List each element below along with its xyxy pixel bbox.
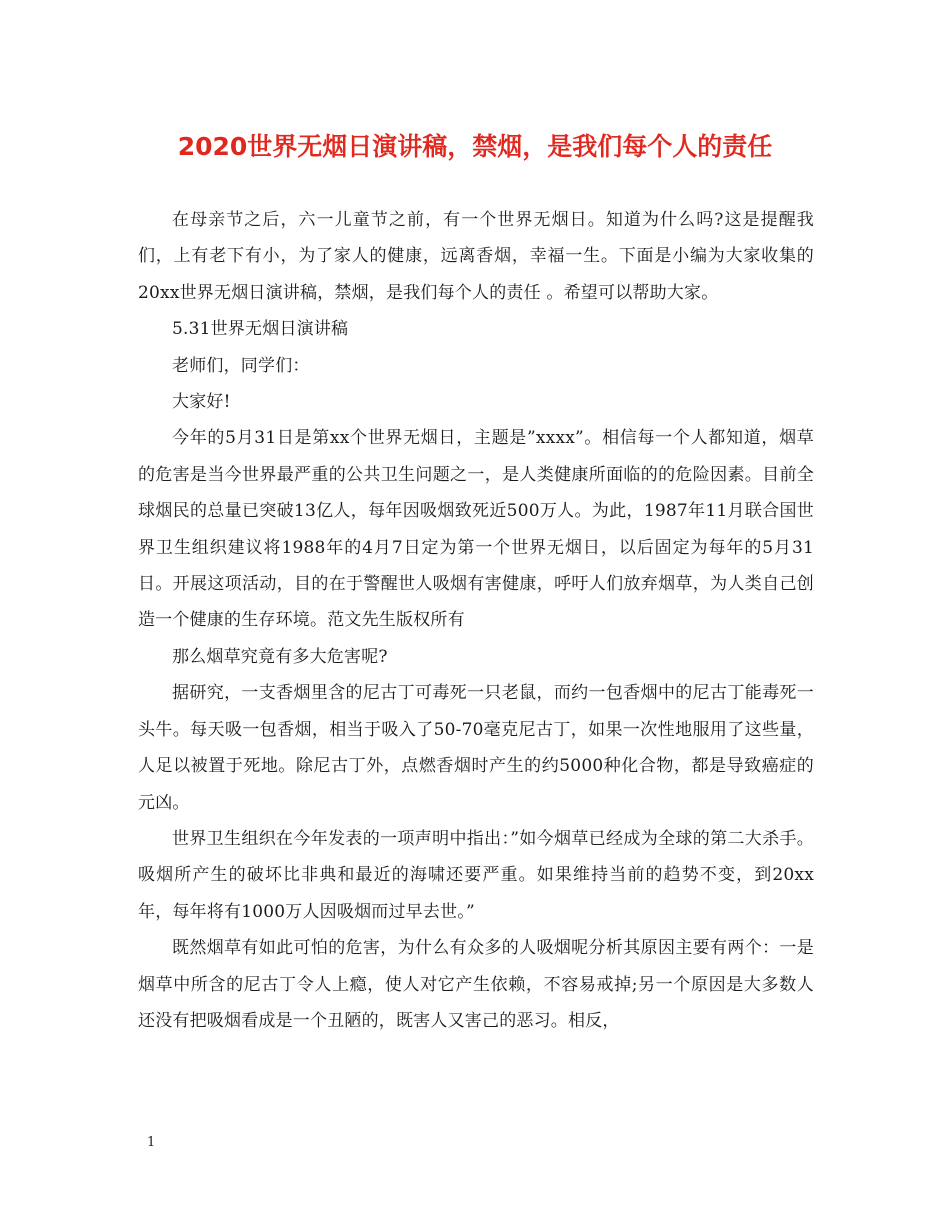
- document-title: 2020世界无烟日演讲稿，禁烟，是我们每个人的责任: [177, 132, 773, 161]
- paragraph-nicotine: 据研究，一支香烟里含的尼古丁可毒死一只老鼠，而约一包香烟中的尼古丁能毒死一头牛。每天吸一包香烟，相当于吸入了50-70毫克尼古丁，如果一次性地服用了这些量，人足以被置于死地。除尼古丁外，点燃香烟时产生的约5000种化合物，都是导致癌症的元凶。: [138, 683, 814, 813]
- paragraph-speech-heading: 5.31世界无烟日演讲稿: [172, 319, 349, 340]
- paragraph-background: 今年的5月31日是第xx个世界无烟日，主题是”xxxx”。相信每一个人都知道，烟草的危害是当今世界最严重的公共卫生问题之一，是人类健康所面临的的危险因素。目前全球烟民的总量已突破13亿人，每年因吸烟致死近500万人。为此，1987年11月联合国世界卫生组织建议将1988年的4月7日定为第一个世界无烟日，以后固定为每年的5月31日。开展这项活动，目的在于警醒世人吸烟有害健康，呼吁人们放弃烟草，为人类自己创造一个健康的生存环境。范文先生版权所有: [138, 428, 814, 631]
- page-number: 1: [147, 1135, 156, 1150]
- paragraph-who-statement: 世界卫生组织在今年发表的一项声明中指出：”如今烟草已经成为全球的第二大杀手。吸烟所产生的破坏比非典和最近的海啸还要严重。如果维持当前的趋势不变，到20xx年，每年将有1000万人因吸烟而过早去世。”: [138, 828, 814, 922]
- paragraph-question: 那么烟草究竟有多大危害呢?: [172, 646, 388, 667]
- paragraph-greeting: 大家好!: [172, 392, 231, 413]
- paragraph-reasons: 既然烟草有如此可怕的危害，为什么有众多的人吸烟呢分析其原因主要有两个：一是烟草中所含的尼古丁令人上瘾，使人对它产生依赖，不容易戒掉;另一个原因是大多数人还没有把吸烟看成是一个丑陋的，既害人又害己的恶习。相反，: [138, 938, 814, 1031]
- document-body: [138, 202, 814, 1039]
- paragraph-salutation: 老师们，同学们：: [172, 355, 310, 376]
- paragraph-intro: 在母亲节之后，六一儿童节之前，有一个世界无烟日。知道为什么吗?这是提醒我们，上有老下有小，为了家人的健康，远离香烟，幸福一生。下面是小编为大家收集的20xx世界无烟日演讲稿，禁烟，是我们每个人的责任 。希望可以帮助大家。: [138, 210, 814, 303]
